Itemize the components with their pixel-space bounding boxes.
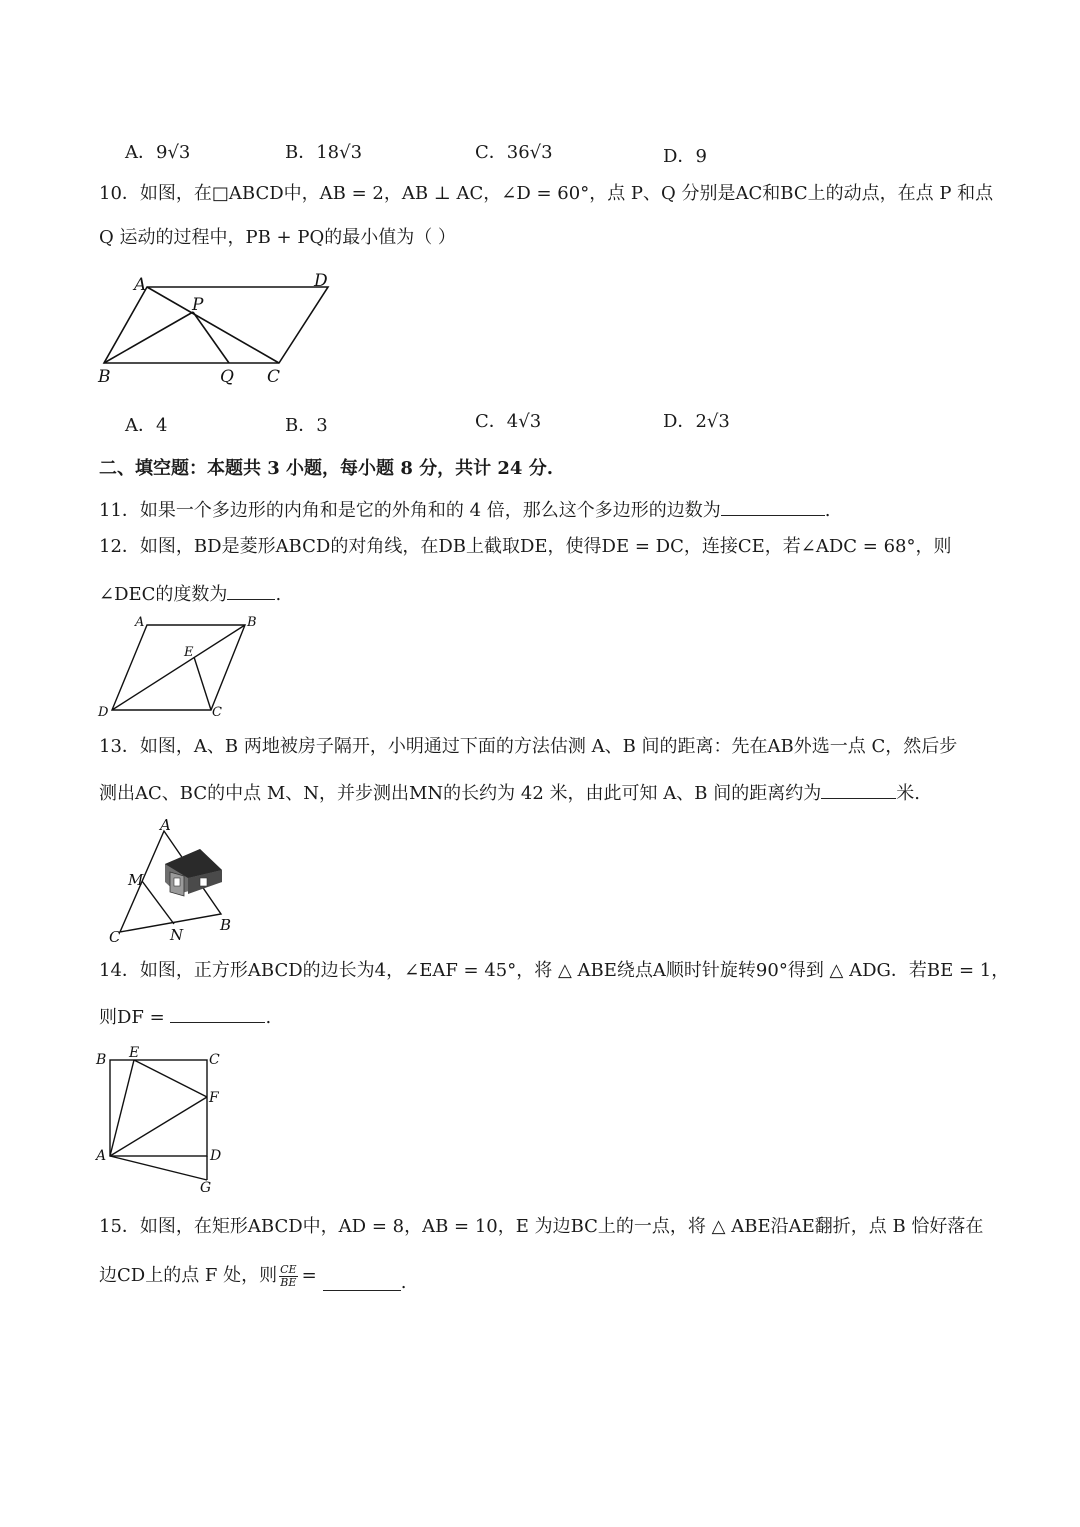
q13-question: 测出AC、BC的中点 M、N，并步测出MN的长约为 42 米，由此可知 A、B 间的距离约为 (99, 783, 822, 804)
q15-equals: = (301, 1265, 317, 1286)
segment-pq (193, 312, 229, 363)
q15-answer-blank[interactable] (323, 1272, 401, 1291)
label-d: D (314, 271, 328, 291)
label-m: M (128, 871, 144, 889)
q15-line2 (99, 1258, 406, 1294)
parallelogram-abcd (104, 287, 328, 363)
label-b: B (98, 367, 111, 387)
option-value: 9 (695, 146, 707, 167)
q11-answer-blank[interactable] (721, 497, 825, 516)
q14-line2 (99, 1004, 271, 1027)
option-value: 3 (316, 415, 328, 436)
segment-ef (134, 1060, 207, 1097)
label-f: F (209, 1090, 219, 1106)
q14-square-figure (92, 1040, 232, 1195)
q10-option-b (285, 411, 328, 437)
q9-option-a (125, 138, 190, 164)
q12-period: . (275, 584, 282, 605)
segment-mn (142, 881, 174, 924)
q13-triangle-figure (100, 812, 250, 947)
q9-option-c (475, 138, 553, 164)
q12-question: ∠DEC的度数为 (99, 584, 228, 605)
q10-parallelogram-figure (90, 268, 350, 390)
option-value: 4√3 (506, 411, 542, 432)
label-e: E (129, 1045, 140, 1061)
label-c: C (209, 1052, 220, 1068)
label-b: B (220, 916, 232, 934)
q15-line1: 15．如图，在矩形ABCD中，AD = 8，AB = 10，E 为边BC上的一点，将 △ ABE沿AE翻折，点 B 恰好落在 (99, 1216, 984, 1237)
option-value: 4 (156, 415, 168, 436)
q9-option-d (663, 142, 707, 168)
q12-rhombus-figure (92, 612, 272, 724)
label-p: P (192, 295, 204, 315)
q11-text (99, 497, 831, 520)
q13-answer-blank[interactable] (821, 780, 896, 799)
q13-line2 (99, 780, 920, 803)
q15-question: 边CD上的点 F 处，则 (99, 1265, 278, 1286)
segment-ce (194, 657, 211, 710)
label-d: D (98, 705, 109, 720)
section-title: 二、填空题：本题共 3 小题，每小题 8 分，共计 24 分. (99, 458, 553, 479)
label-q: Q (220, 367, 234, 387)
option-letter: B． (285, 415, 317, 436)
label-e: E (184, 645, 194, 660)
label-b: B (96, 1052, 107, 1068)
q12-answer-blank[interactable] (227, 581, 275, 600)
label-g: G (200, 1180, 212, 1195)
diagonal-bd (112, 625, 245, 710)
q10-option-a (125, 411, 167, 437)
option-letter: C． (475, 142, 507, 163)
option-letter: B． (285, 142, 317, 163)
option-value: 2√3 (695, 411, 730, 432)
q14-period: . (265, 1007, 272, 1028)
segment-af (110, 1097, 207, 1156)
label-c: C (212, 705, 222, 720)
q10-option-c (475, 407, 541, 433)
q10-option-d (663, 407, 730, 433)
segment-pb (104, 312, 193, 363)
square-abcd (110, 1060, 207, 1156)
segment-ae (110, 1060, 134, 1156)
fraction-denominator: BE (280, 1275, 297, 1289)
q12-line2 (99, 581, 281, 604)
q10-line2: Q 运动的过程中，PB + PQ的最小值为（ ） (99, 227, 456, 248)
label-d: D (210, 1148, 222, 1164)
option-letter: A． (125, 142, 156, 163)
segment-ag (110, 1156, 207, 1180)
q13-line1: 13．如图，A、B 两地被房子隔开，小明通过下面的方法估测 A、B 间的距离：先在AB外选一点 C，然后步 (99, 736, 958, 757)
option-letter: D． (663, 146, 696, 167)
option-value: 36√3 (506, 142, 553, 163)
option-value: 9√3 (156, 142, 191, 163)
q12-line1: 12．如图，BD是菱形ABCD的对角线，在DB上截取DE，使得DE = DC，连接CE，若∠ADC = 68°，则 (99, 536, 952, 557)
label-n: N (170, 926, 184, 944)
option-letter: D． (663, 411, 696, 432)
label-c: C (267, 367, 281, 387)
q14-question: 则DF = (99, 1007, 165, 1028)
fraction-numerator: CE (280, 1262, 297, 1276)
label-a: A (134, 275, 147, 295)
q15-period: . (400, 1272, 407, 1293)
house-icon (165, 849, 222, 896)
label-b: B (247, 615, 257, 630)
q15-fraction (279, 1264, 297, 1289)
option-letter: C． (475, 411, 507, 432)
q10-line1: 10．如图，在□ABCD中，AB = 2，AB ⊥ AC，∠D = 60°，点 P、Q 分别是AC和BC上的动点，在点 P 和点 (99, 183, 994, 204)
label-a: A (160, 816, 171, 834)
option-value: 18√3 (316, 142, 363, 163)
q9-option-b (285, 138, 362, 164)
q11-question: 11．如果一个多边形的内角和是它的外角和的 4 倍，那么这个多边形的边数为 (99, 500, 721, 521)
diagonal-ac (147, 287, 279, 363)
label-a: A (96, 1148, 107, 1164)
label-c: C (109, 928, 121, 946)
q11-period: . (824, 500, 831, 521)
label-a: A (135, 615, 145, 630)
option-letter: A． (125, 415, 156, 436)
q13-unit: 米. (896, 783, 920, 804)
q14-answer-blank[interactable] (170, 1004, 265, 1023)
q14-line1: 14．如图，正方形ABCD的边长为4，∠EAF = 45°，将 △ ABE绕点A顺时针旋转90°得到 △ ADG．若BE = 1， (99, 960, 1010, 981)
